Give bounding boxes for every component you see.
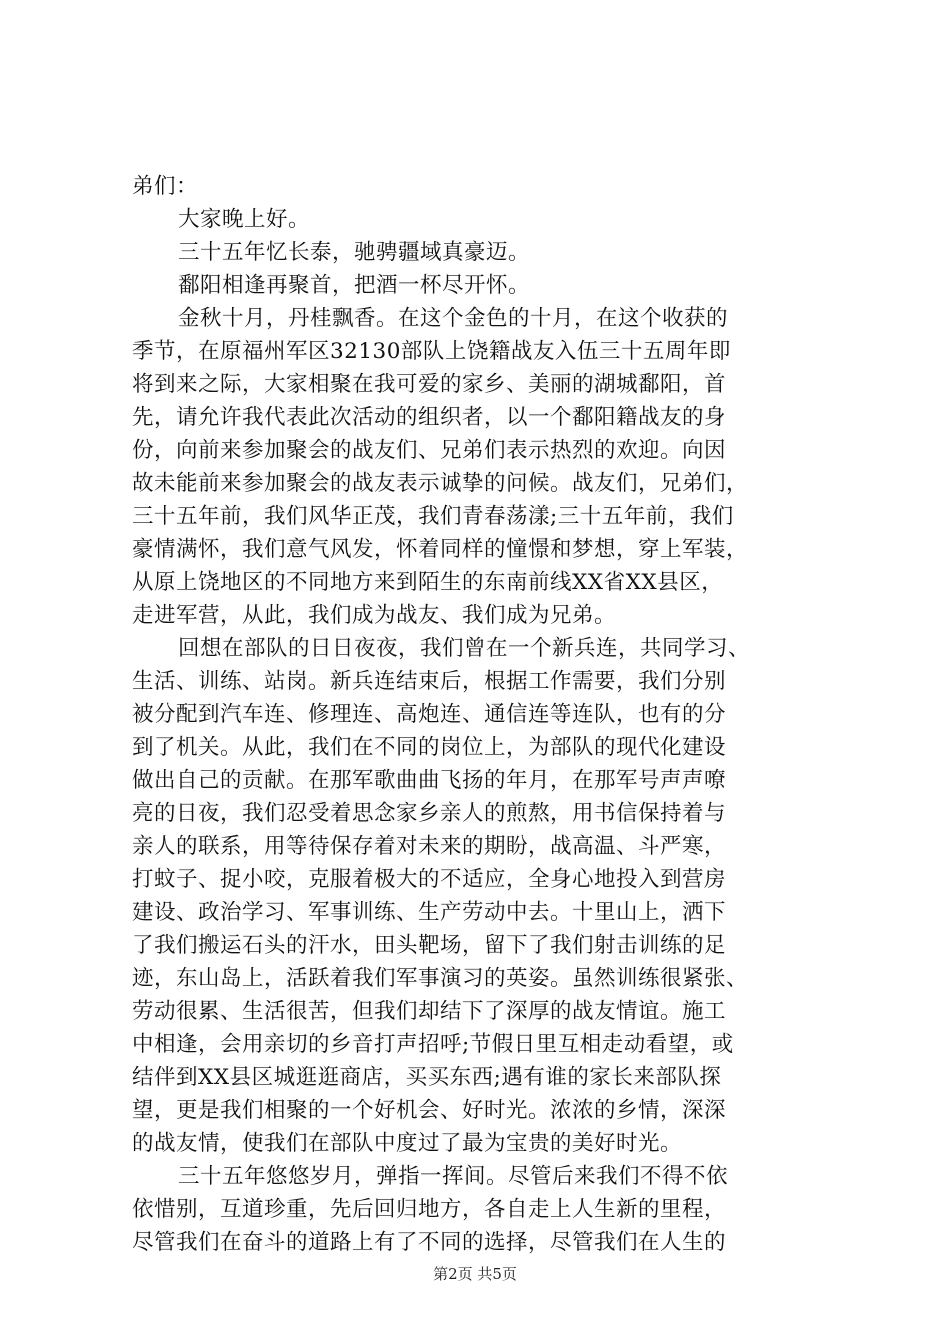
text-line: 三十五年忆长泰，驰骋疆域真豪迈。 [178, 240, 531, 265]
text-line: 份，向前来参加聚会的战友们、兄弟们表示热烈的欢迎。向因 [132, 438, 727, 463]
text-line: 建设、政治学习、军事训练、生产劳动中去。十里山上，洒下 [132, 900, 727, 925]
text-line: 故未能前来参加聚会的战友表示诚挚的问候。战友们，兄弟们， [132, 471, 749, 496]
text-line: 将到来之际，大家相聚在我可爱的家乡、美丽的湖城鄱阳，首 [132, 372, 727, 397]
text-line: 了我们搬运石头的汗水，田头靶场，留下了我们射击训练的足 [132, 933, 727, 958]
text-line: 回想在部队的日日夜夜，我们曾在一个新兵连，共同学习、 [178, 636, 751, 661]
document-body [132, 170, 832, 1259]
text-line: 打蚊子、捉小咬，克服着极大的不适应，全身心地投入到营房 [132, 867, 727, 892]
text-line: 鄱阳相逢再聚首，把酒一杯尽开怀。 [178, 273, 531, 298]
text-line: 到了机关。从此，我们在不同的岗位上，为部队的现代化建设 [132, 735, 727, 760]
text-line: 大家晚上好。 [178, 207, 311, 232]
text-line: 迹，东山岛上，活跃着我们军事演习的英姿。虽然训练很紧张、 [132, 966, 749, 991]
text-line: 先，请允许我代表此次活动的组织者，以一个鄱阳籍战友的身 [132, 405, 727, 430]
text-line: 季节，在原福州军区32130部队上饶籍战友入伍三十五周年即 [132, 339, 731, 364]
text-line: 生活、训练、站岗。新兵连结束后，根据工作需要，我们分别 [132, 669, 727, 694]
text-line: 中相逢，会用亲切的乡音打声招呼;节假日里互相走动看望，或 [132, 1032, 734, 1057]
text-line: 亮的日夜，我们忍受着思念家乡亲人的煎熬，用书信保持着与 [132, 801, 727, 826]
text-line: 依惜别，互道珍重，先后回归地方，各自走上人生新的里程， [132, 1197, 727, 1222]
text-line: 从原上饶地区的不同地方来到陌生的东南前线XX省XX县区， [132, 570, 724, 595]
page-footer: 第2页 共5页 [433, 1265, 517, 1283]
text-line: 做出自己的贡献。在那军歌曲曲飞扬的年月，在那军号声声嘹 [132, 768, 727, 793]
text-line: 豪情满怀，我们意气风发，怀着同样的憧憬和梦想，穿上军装， [132, 537, 749, 562]
text-line: 亲人的联系，用等待保存着对未来的期盼，战高温、斗严寒， [132, 834, 727, 859]
text-line: 金秋十月，丹桂飘香。在这个金色的十月，在这个收获的 [178, 306, 729, 331]
text-line: 劳动很累、生活很苦，但我们却结下了深厚的战友情谊。施工 [132, 999, 727, 1024]
text-line: 结伴到XX县区城逛逛商店，买买东西;遇有谁的家长来部队探 [132, 1065, 722, 1090]
text-line: 三十五年悠悠岁月，弹指一挥间。尽管后来我们不得不依 [178, 1164, 729, 1189]
text-line: 弟们： [132, 174, 199, 199]
text-line: 的战友情，使我们在部队中度过了最为宝贵的美好时光。 [132, 1131, 683, 1156]
text-line: 尽管我们在奋斗的道路上有了不同的选择，尽管我们在人生的 [132, 1230, 727, 1255]
text-line: 走进军营，从此，我们成为战友、我们成为兄弟。 [132, 603, 617, 628]
text-line: 望，更是我们相聚的一个好机会、好时光。浓浓的乡情，深深 [132, 1098, 727, 1123]
text-line: 被分配到汽车连、修理连、高炮连、通信连等连队，也有的分 [132, 702, 727, 727]
text-line: 三十五年前，我们风华正茂，我们青春荡漾;三十五年前，我们 [132, 504, 734, 529]
